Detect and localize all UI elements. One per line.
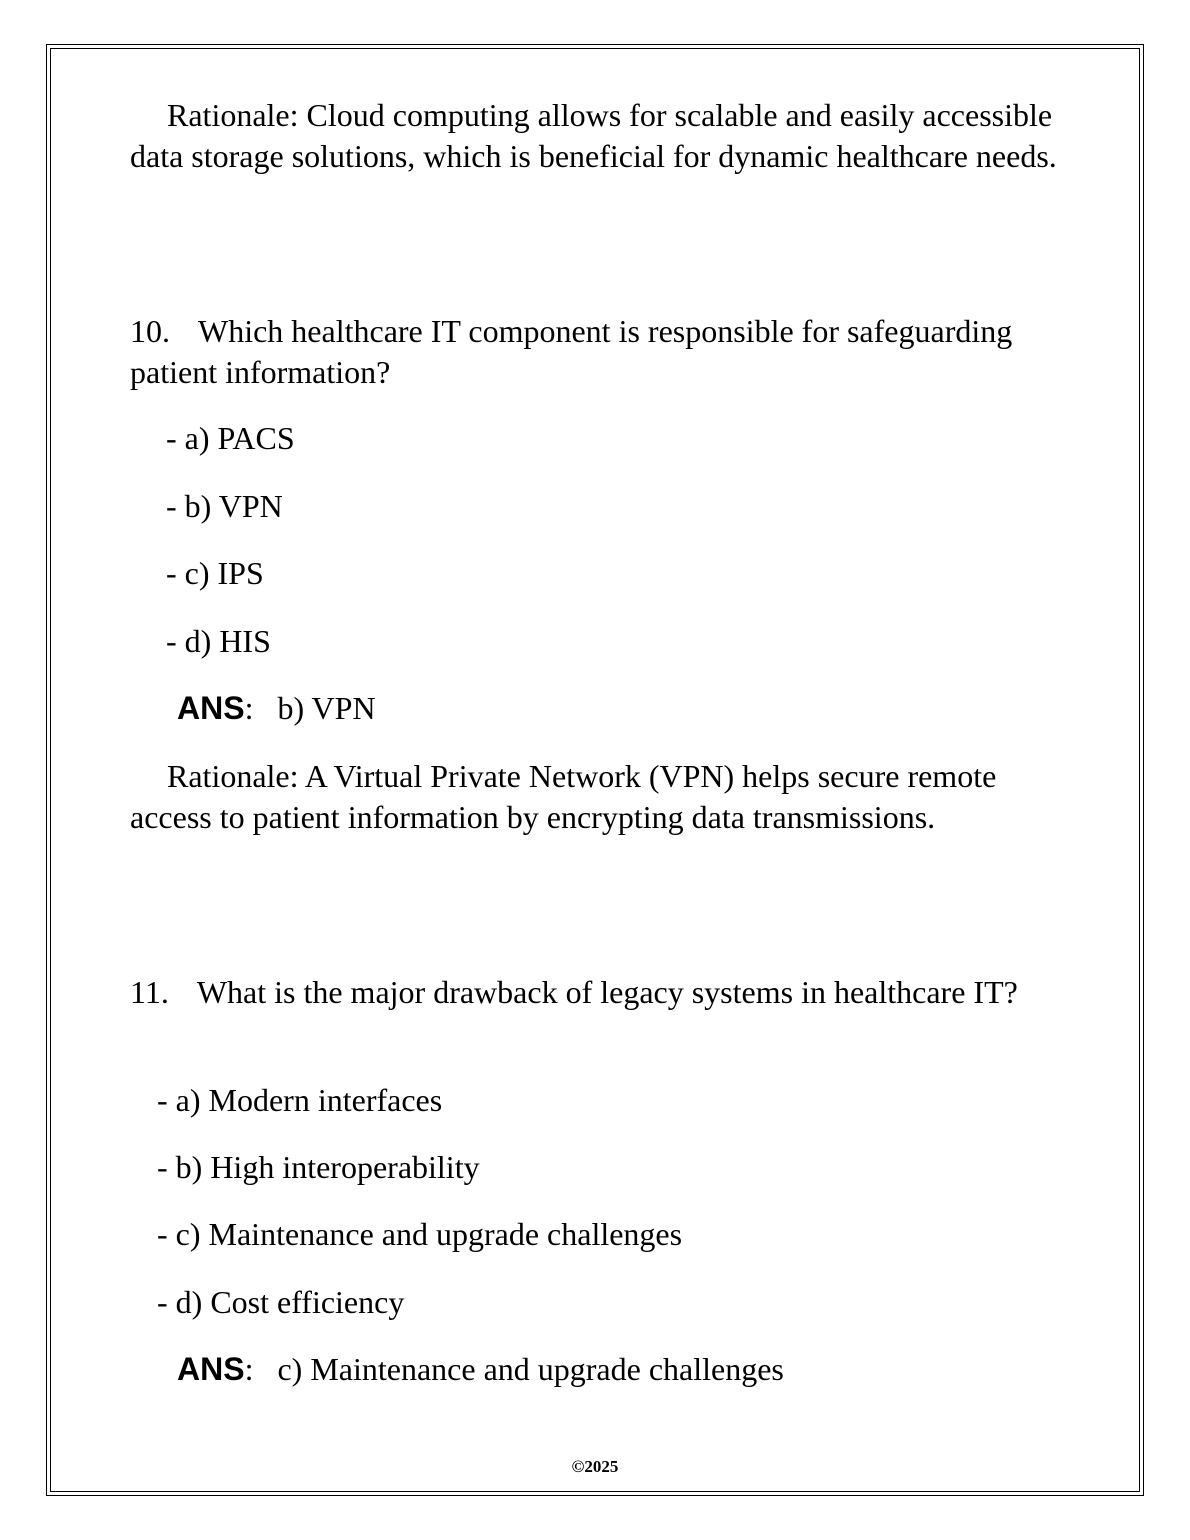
- rationale-q9: Rationale: Cloud computing allows for scalable and easily accessible data storage solutions, which is beneficial for dynamic healthcare needs.: [130, 97, 1057, 174]
- question-10: [130, 311, 1070, 393]
- rationale-q10: Rationale: A Virtual Private Network (VPN) helps secure remote access to patient information by encrypting data transmissions.: [130, 758, 997, 835]
- ans-label: ANS: [177, 690, 245, 726]
- ans-colon: :: [244, 1351, 254, 1387]
- option-b: - b) High interoperability: [157, 1149, 480, 1185]
- answer-text: c) Maintenance and upgrade challenges: [277, 1351, 784, 1387]
- ans-colon: :: [244, 690, 254, 726]
- answer-line: [177, 688, 376, 729]
- copyright-footer: ©2025: [571, 1457, 619, 1476]
- answer-line: [177, 1349, 784, 1390]
- question-text: Which healthcare IT component is responsible for safeguarding patient information?: [130, 313, 1013, 390]
- question-text: What is the major drawback of legacy systems in healthcare IT?: [196, 974, 1018, 1010]
- option-c: - c) Maintenance and upgrade challenges: [157, 1216, 683, 1252]
- answer-text: b) VPN: [277, 690, 376, 726]
- option-b: - b) VPN: [166, 488, 283, 524]
- question-number: 11.: [130, 974, 169, 1010]
- option-d: - d) Cost efficiency: [157, 1284, 405, 1320]
- ans-label: ANS: [177, 1351, 245, 1387]
- option-d: - d) HIS: [166, 623, 271, 659]
- option-a: - a) PACS: [166, 420, 295, 456]
- option-c: - c) IPS: [166, 555, 264, 591]
- option-a: - a) Modern interfaces: [157, 1082, 443, 1118]
- question-number: 10.: [130, 313, 170, 349]
- question-11: [130, 972, 1070, 1013]
